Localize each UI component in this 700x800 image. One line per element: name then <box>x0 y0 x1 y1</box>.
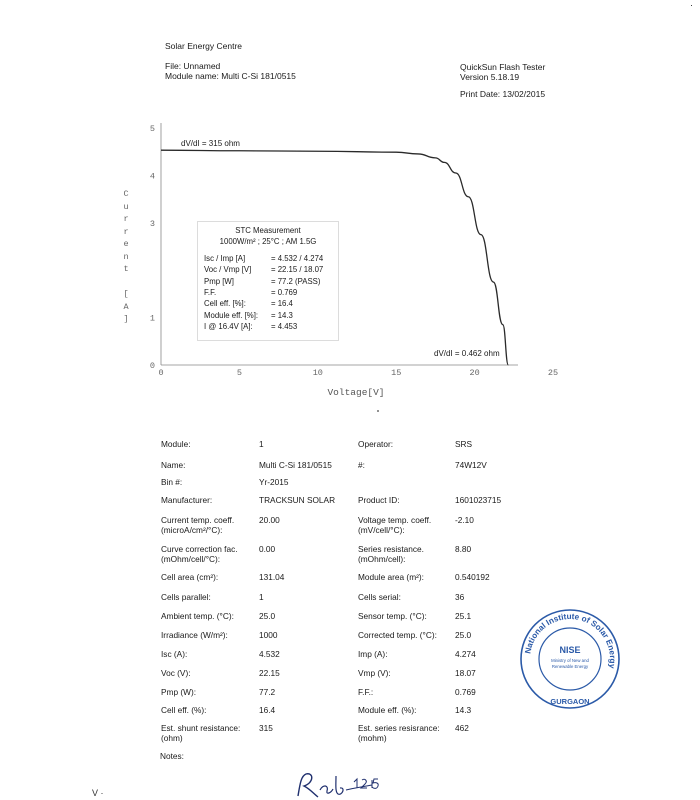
stc-row-label: Voc / Vmp [V] <box>204 265 252 275</box>
y-axis-label-char: n <box>123 251 129 262</box>
stc-row-label: Cell eff. [%]: <box>204 299 246 309</box>
stc-row-value: = 22.15 / 18.07 <box>271 265 324 275</box>
detail-left-label: Cells parallel: <box>161 592 211 602</box>
detail-right-value: 36 <box>455 592 465 602</box>
detail-left-label: Voc (V): <box>161 668 191 678</box>
detail-right-label: Est. series resisrance: (mohm) <box>358 723 440 743</box>
y-tick-label: 3 <box>149 218 155 229</box>
detail-left-value: Multi C-Si 181/0515 <box>259 460 332 470</box>
detail-left-value: 1 <box>259 439 264 449</box>
y-axis-label <box>120 188 132 326</box>
stc-title: STC Measurement <box>235 226 301 235</box>
detail-right-value: 25.1 <box>455 611 472 621</box>
detail-right-value: 8.80 <box>455 544 472 554</box>
detail-left-label: Module: <box>161 439 191 449</box>
print-date: Print Date: 13/02/2015 <box>460 89 546 99</box>
file-name: File: Unnamed <box>165 61 221 71</box>
detail-left-label: Curve correction fac. (mOhm/cell/°C): <box>161 544 238 564</box>
detail-left-label: Cell eff. (%): <box>161 705 207 715</box>
stc-row-value: = 4.453 <box>271 321 298 331</box>
detail-right-value: SRS <box>455 439 473 449</box>
x-tick-label: 0 <box>158 368 164 378</box>
detail-right-label: Corrected temp. (°C): <box>358 630 437 640</box>
y-axis-label-char: r <box>123 214 129 224</box>
tester-name: QuickSun Flash Tester <box>460 62 546 72</box>
x-axis-label: Voltage[V] <box>327 387 385 398</box>
detail-right-label: Module eff. (%): <box>358 705 417 715</box>
detail-right-label: Series resistance. (mOhm/cell): <box>358 544 424 564</box>
nise-stamp-seal <box>519 608 621 710</box>
detail-left-value: 1 <box>259 592 264 602</box>
stc-row-value: = 0.769 <box>271 287 298 297</box>
x-tick-label: 20 <box>469 368 480 378</box>
detail-left-value: 1000 <box>259 630 278 640</box>
y-axis-label-char: A <box>123 301 129 312</box>
y-tick-label: 4 <box>149 171 155 182</box>
detail-left-value: 25.0 <box>259 611 276 621</box>
stamp-center-title: NISE <box>559 645 581 655</box>
stamp-ring-text: National Institute of Solar Energy <box>523 611 618 670</box>
detail-right-label: Product ID: <box>358 495 400 505</box>
y-axis-label-char: C <box>123 189 129 199</box>
stc-row-label: Pmp [W] <box>204 276 234 286</box>
y-axis-label-char: ] <box>123 314 129 324</box>
detail-right-label: #: <box>358 460 365 470</box>
stc-row-value: = 16.4 <box>271 299 293 309</box>
y-axis-label-char: t <box>123 264 129 274</box>
detail-left-value: 131.04 <box>259 572 285 582</box>
detail-right-value: 0.540192 <box>455 572 490 582</box>
detail-right-label: Imp (A): <box>358 649 388 659</box>
detail-left-value: Yr-2015 <box>259 477 289 487</box>
detail-left-value: 22.15 <box>259 668 280 678</box>
detail-right-value: 14.3 <box>455 705 472 715</box>
detail-right-value: 0.769 <box>455 687 476 697</box>
stc-row-label: I @ 16.4V [A]: <box>204 321 253 331</box>
org-name: Solar Energy Centre <box>165 41 243 51</box>
stamp-center-sub1: Ministry of New and <box>551 658 589 663</box>
detail-left-value: 4.532 <box>259 649 280 659</box>
detail-left-label: Name: <box>161 460 186 470</box>
detail-right-value: 1601023715 <box>455 495 502 505</box>
detail-right-value: 462 <box>455 723 469 733</box>
detail-right-label: Vmp (V): <box>358 668 391 678</box>
x-tick-label: 10 <box>312 368 323 378</box>
y-tick-label: 1 <box>149 313 155 324</box>
y-axis-label-char: e <box>123 239 129 249</box>
x-tick-label: 15 <box>391 368 402 378</box>
detail-left-label: Est. shunt resistance: (ohm) <box>161 723 241 743</box>
detail-right-label: Sensor temp. (°C): <box>358 611 427 621</box>
notes-label: Notes: <box>160 751 184 761</box>
stc-row-label: Module eff. [%]: <box>204 310 259 320</box>
stamp-center-sub2: Renewable Energy <box>551 664 589 669</box>
module-name: Module name: Multi C-Si 181/0515 <box>165 71 296 81</box>
detail-left-label: Ambient temp. (°C): <box>161 611 234 621</box>
detail-left-value: 77.2 <box>259 687 276 697</box>
stc-row-value: = 77.2 (PASS) <box>271 276 321 286</box>
y-axis-label-char: r <box>123 226 129 237</box>
stc-measurement-box <box>197 221 339 341</box>
stc-row-value: = 14.3 <box>271 310 293 320</box>
dot-mark <box>377 410 379 412</box>
detail-left-label: Isc (A): <box>161 649 188 659</box>
detail-left-label: Cell area (cm²): <box>161 572 219 582</box>
detail-right-label: F.F.: <box>358 687 374 697</box>
stamp-bottom-text: GURGAON <box>550 697 590 706</box>
detail-left-value: 16.4 <box>259 705 276 715</box>
stc-conditions: 1000W/m² ; 25°C ; AM 1.5G <box>219 237 317 246</box>
stc-row-label: Isc / Imp [A] <box>204 254 246 263</box>
y-axis-label-char: [ <box>123 289 129 299</box>
detail-right-value: 74W12V <box>455 460 487 470</box>
stc-row-value: = 4.532 / 4.274 <box>271 254 324 263</box>
y-tick-label: 0 <box>149 361 155 371</box>
detail-right-value: 18.07 <box>455 668 476 678</box>
detail-left-label: Bin #: <box>161 477 183 487</box>
signature <box>292 770 402 800</box>
detail-left-label: Pmp (W): <box>161 687 197 697</box>
detail-right-label: Operator: <box>358 439 394 449</box>
detail-left-value: TRACKSUN SOLAR <box>259 495 336 505</box>
detail-left-value: 0.00 <box>259 544 276 554</box>
detail-left-value: 20.00 <box>259 515 280 525</box>
detail-left-value: 315 <box>259 723 273 733</box>
x-tick-label: 25 <box>547 368 559 378</box>
detail-right-value: -2.10 <box>455 515 474 525</box>
detail-right-label: Module area (m²): <box>358 572 424 582</box>
detail-left-label: Current temp. coeff. (microA/cm²/°C): <box>161 515 235 535</box>
y-axis-label-char: u <box>123 201 129 212</box>
x-tick-label: 5 <box>236 368 242 378</box>
detail-right-label: Cells serial: <box>358 592 401 602</box>
stc-row-label: F.F. <box>204 287 217 297</box>
y-axis-label-char <box>120 276 132 289</box>
annotation-bottom-right: dV/dI = 0.462 ohm <box>434 349 500 358</box>
detail-right-value: 25.0 <box>455 630 472 640</box>
annotation-top-left: dV/dI = 315 ohm <box>181 139 240 148</box>
detail-right-value: 4.274 <box>455 649 476 659</box>
corner-mark-top: · <box>690 0 693 10</box>
corner-mark-bottom: V · <box>92 788 104 798</box>
detail-right-label: Voltage temp. coeff. (mV/cell/°C): <box>358 515 432 535</box>
y-tick-label: 5 <box>149 124 155 134</box>
detail-left-label: Irradiance (W/m²): <box>161 630 228 640</box>
tester-version: Version 5.18.19 <box>460 72 520 82</box>
detail-left-label: Manufacturer: <box>161 495 213 505</box>
